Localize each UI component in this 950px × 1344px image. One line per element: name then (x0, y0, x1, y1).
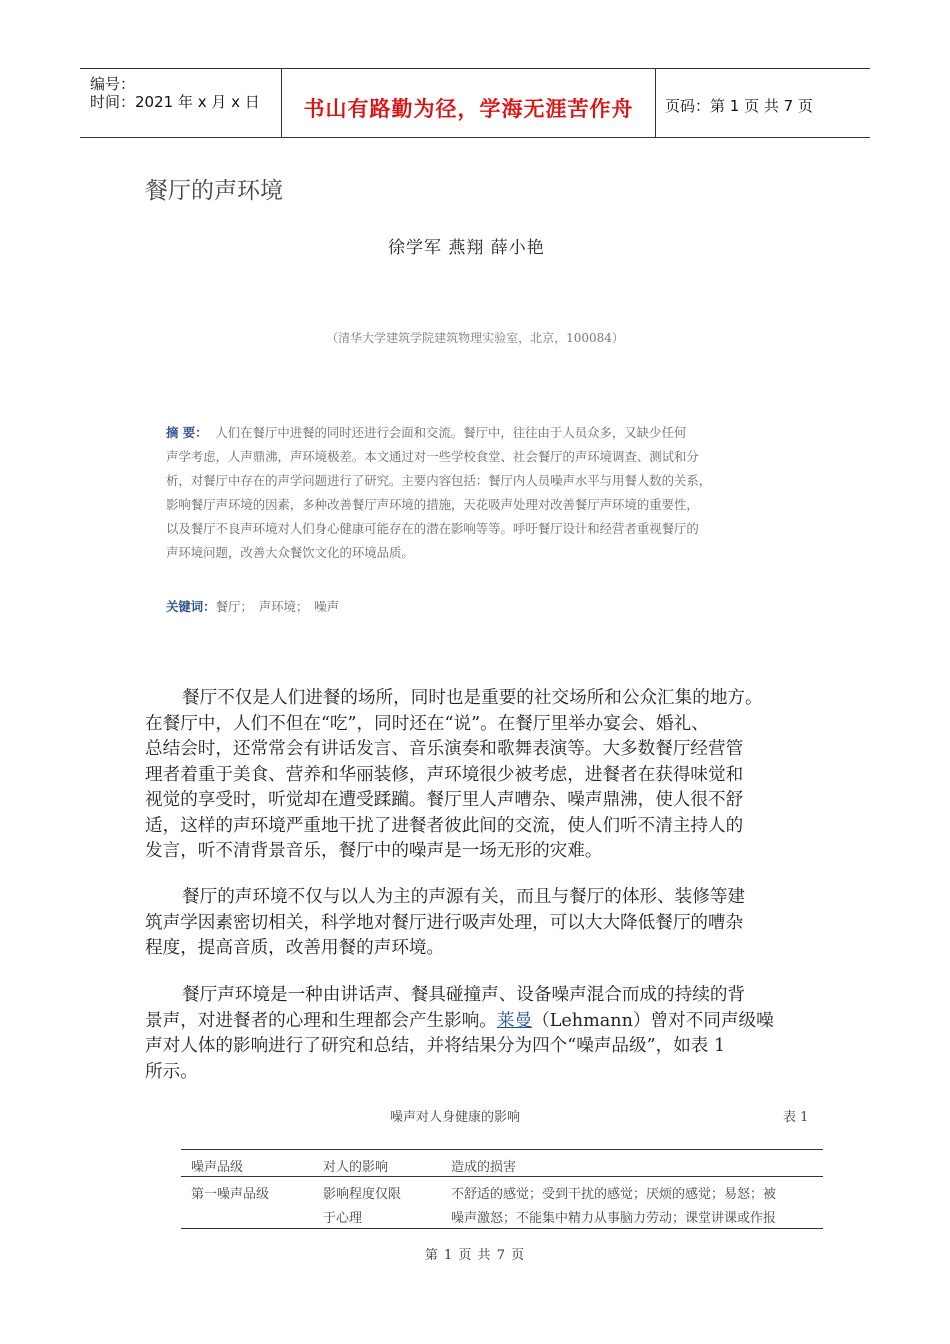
abstract-line: 影响餐厅声环境的因素，多种改善餐厅声环境的措施，天花吸声处理对改善餐厅声环境的重要性， (166, 497, 699, 512)
paragraph-line: 声对人体的影响进行了研究和总结，并将结果分为四个“噪声品级”，如表 1 (145, 1036, 726, 1056)
table-cell-effect: 影响程度仅限 (323, 1187, 402, 1202)
paragraph-text: （Lehmann）曾对不同声级噪 (532, 1010, 774, 1031)
paragraph-1 (145, 686, 811, 865)
paragraph-line (145, 1009, 811, 1035)
header-meta-cell (80, 69, 282, 137)
abstract (166, 421, 816, 565)
table-header-grade: 噪声品级 (191, 1160, 244, 1175)
table-cell-effect: 于心理 (323, 1211, 363, 1226)
paragraph-line: 适，这样的声环境严重地干扰了进餐者彼此间的交流，使人们听不清主持人的 (145, 815, 744, 836)
table-header-effect: 对人的影响 (323, 1160, 389, 1175)
abstract-line (166, 421, 816, 445)
paragraph-line: 程度，提高音质，改善用餐的声环境。 (145, 938, 445, 958)
paragraph-line: 发言，听不清背景音乐，餐厅中的噪声是一场无形的灾难。 (145, 841, 603, 861)
table-caption: 噪声对人身健康的影响 (390, 1110, 521, 1125)
header-motto-cell (282, 69, 656, 137)
abstract-line: 声学考虑，人声鼎沸，声环境极差。本文通过对一些学校食堂、社会餐厅的声环境调查、测试和分 (166, 449, 699, 464)
authors: 徐学军 燕翔 薛小艳 (388, 238, 545, 258)
table-top-rule (181, 1149, 823, 1150)
paragraph-2 (145, 885, 811, 962)
table-cell-damage: 不舒适的感觉；受到干扰的感觉；厌烦的感觉；易怒；被 (451, 1187, 777, 1202)
table-number: 表 1 (783, 1110, 809, 1125)
table-cell-grade: 第一噪声品级 (191, 1187, 270, 1202)
header-date-label: 时间：2021 年 x 月 x 日 (90, 93, 260, 111)
header-page-label: 页码：第 1 页 共 7 页 (665, 97, 813, 115)
keywords-label: 关键词： (166, 599, 216, 614)
table-cell-damage: 噪声激怒；不能集中精力从事脑力劳动；课堂讲课或作报 (451, 1211, 777, 1226)
document-title: 餐厅的声环境 (145, 178, 283, 204)
paragraph-3 (145, 983, 811, 1085)
paragraph-line: 筑声学因素密切相关，科学地对餐厅进行吸声处理，可以大大降低餐厅的嘈杂 (145, 912, 744, 933)
paragraph-line: 餐厅的声环境不仅与以人为主的声源有关，而且与餐厅的体形、装修等建 (182, 887, 746, 907)
keyword: 声环境； (258, 599, 309, 614)
table-header-rule (181, 1176, 823, 1177)
paragraph-line: 视觉的享受时，听觉却在遭受蹂躏。餐厅里人声嘈杂、噪声鼎沸，使人很不舒 (145, 790, 744, 810)
paragraph-line: 总结会时，还常常会有讲话发言、音乐演奏和歌舞表演等。大多数餐厅经营管 (145, 739, 744, 759)
paragraph-line: 理者着重于美食、营养和华丽装修，声环境很少被考虑，进餐者在获得味觉和 (145, 764, 744, 785)
document-header (80, 68, 870, 138)
header-number-label: 编号： (90, 75, 136, 93)
paragraph-line: 在餐厅中，人们不但在“吃”，同时还在“说”。在餐厅里举办宴会、婚礼、 (145, 713, 709, 734)
abstract-line: 声环境问题，改善大众餐饮文化的环境品质。 (166, 545, 414, 560)
keyword: 噪声 (314, 599, 340, 614)
paragraph-text: 景声，对进餐者的心理和生理都会产生影响。 (145, 1010, 497, 1031)
page-footer: 第 1 页 共 7 页 (424, 1248, 526, 1263)
lehmann-link[interactable]: 莱曼 (496, 1010, 533, 1031)
abstract-line: 以及餐厅不良声环境对人们身心健康可能存在的潜在影响等等。呼吁餐厅设计和经营者重视餐厅的 (166, 521, 699, 536)
table-bottom-rule (181, 1228, 823, 1229)
abstract-line: 析，对餐厅中存在的声学问题进行了研究。主要内容包括：餐厅内人员噪声水平与用餐人数的关系， (166, 473, 712, 488)
paragraph-line: 餐厅声环境是一种由讲话声、餐具碰撞声、设备噪声混合而成的持续的背 (182, 985, 746, 1005)
keywords (166, 597, 345, 615)
abstract-text: 人们在餐厅中进餐的同时还进行会面和交流。餐厅中，往往由于人员众多，又缺少任何 (215, 425, 687, 440)
abstract-label: 摘 要： (166, 425, 208, 440)
paragraph-line: 餐厅不仅是人们进餐的场所，同时也是重要的社交场所和公众汇集的地方。 (182, 688, 763, 708)
paragraph-line: 所示。 (145, 1061, 198, 1082)
header-motto: 书山有路勤为径，学海无涯苦作舟 (303, 97, 634, 121)
affiliation: （清华大学建筑学院建筑物理实验室，北京，100084） (326, 331, 624, 345)
header-page-cell (656, 69, 870, 137)
table-header-damage: 造成的损害 (451, 1160, 517, 1175)
keyword: 餐厅； (215, 599, 253, 614)
